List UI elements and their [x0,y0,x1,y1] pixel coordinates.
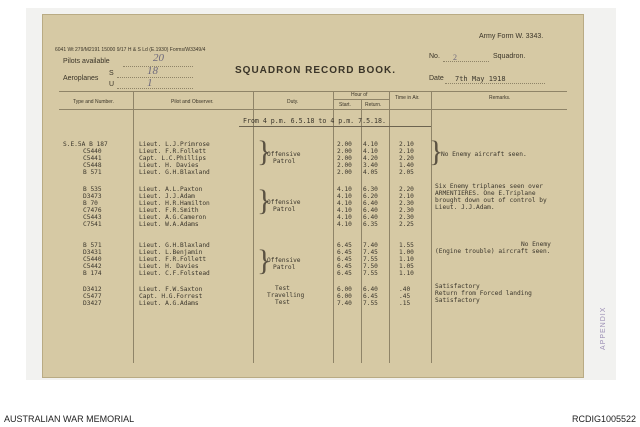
return-time-cell: 4.10 [363,141,378,148]
start-time-cell: 2.00 [337,141,352,148]
col-header-hour-of: Hour of [351,92,368,98]
time-in-air-cell: 2.30 [399,207,414,214]
period-underline [239,126,431,127]
return-time-cell: 6.40 [363,286,378,293]
aircraft-cell: D3427 [83,300,102,307]
aircraft-cell: B 70 [83,200,98,207]
start-time-cell: 4.10 [337,221,352,228]
time-in-air-cell: 1.10 [399,256,414,263]
return-time-cell: 7.50 [363,263,378,270]
col-rule-1 [133,91,134,363]
pilot-cell: Lieut. W.A.Adams [139,221,199,228]
pilot-cell: Capt. H.G.Forrest [139,293,203,300]
time-in-air-cell: 2.25 [399,221,414,228]
time-in-air-cell: 2.10 [399,193,414,200]
pilots-available-value: 20 [153,52,164,64]
aero-u-rule [117,88,193,89]
duty-brace-3: } [257,244,272,277]
aeroplanes-s-value: 18 [147,65,158,77]
duty-4-line2: Travelling [267,292,305,299]
return-time-cell: 6.40 [363,200,378,207]
duty-4-line3: Test [275,299,290,306]
col-header-start: Start. [339,102,351,108]
time-in-air-cell: .15 [399,300,411,307]
start-time-cell: 6.45 [337,256,352,263]
start-time-cell: 6.45 [337,249,352,256]
footer-institution: AUSTRALIAN WAR MEMORIAL [4,414,135,424]
remark-1: No Enemy aircraft seen. [441,151,527,158]
return-time-cell: 4.05 [363,169,378,176]
time-in-air-cell: 1.40 [399,162,414,169]
pilot-cell: Lieut. A.L.Paxton [139,186,203,193]
col-header-return: Return. [365,102,382,108]
start-time-cell: 2.00 [337,169,352,176]
aircraft-cell: C5440 [83,148,102,155]
aircraft-cell: D3412 [83,286,102,293]
col-rule-2 [253,91,254,363]
remark-2a: Six Enemy triplanes seen over [435,183,544,190]
start-time-cell: 4.10 [337,186,352,193]
date-label: Date [429,75,444,82]
remark-3b: (Engine trouble) aircraft seen. [435,248,551,255]
duty-2-line1: Offensive [267,199,301,206]
time-in-air-cell: 2.20 [399,155,414,162]
start-time-cell: 4.10 [337,193,352,200]
col-header-time-in-air: Time in Air. [395,95,420,101]
pilot-cell: Lieut. H. Davies [139,162,199,169]
col-header-type: Type and Number. [73,99,114,105]
return-time-cell: 6.35 [363,221,378,228]
pilots-rule [123,66,193,67]
return-time-cell: 7.40 [363,242,378,249]
pilot-cell: Lieut. L.Benjamin [139,249,203,256]
duty-1-line1: Offensive [267,151,301,158]
header-bottom-rule [59,109,567,110]
return-time-cell: 4.20 [363,155,378,162]
start-time-cell: 6.00 [337,293,352,300]
remark-3a: No Enemy [521,241,551,248]
col-header-pilot: Pilot and Observer. [171,99,214,105]
pilot-cell: Lieut. G.H.Blaxland [139,169,210,176]
return-time-cell: 6.40 [363,207,378,214]
duty-2-line2: Patrol [273,206,296,213]
start-time-cell: 2.00 [337,162,352,169]
remark-2c: brought down out of control by [435,197,547,204]
start-time-cell: 4.10 [337,214,352,221]
col-rule-6 [431,91,432,363]
aircraft-cell: B 535 [83,186,102,193]
aircraft-cell: C5448 [83,162,102,169]
pilot-cell: Lieut. F.R.Follett [139,256,207,263]
return-time-cell: 7.55 [363,256,378,263]
start-time-cell: 6.45 [337,270,352,277]
time-in-air-cell: 1.00 [399,249,414,256]
return-time-cell: 6.30 [363,186,378,193]
appendix-stamp: APPENDIX [600,306,607,350]
remark-4b: Return from Forced landing [435,290,532,297]
header-top-rule [59,91,567,92]
aircraft-cell: C7476 [83,207,102,214]
time-in-air-cell: .40 [399,286,411,293]
remark-2d: Lieut. J.J.Adam. [435,204,495,211]
return-time-cell: 6.40 [363,214,378,221]
return-time-cell: 7.45 [363,249,378,256]
return-time-cell: 7.55 [363,270,378,277]
remark-2b: ARMENTIERES. One E.Triplane [435,190,536,197]
return-time-cell: 6.20 [363,193,378,200]
date-value: 7th May 1918 [455,75,506,83]
time-in-air-cell: 1.55 [399,242,414,249]
duty-3-line2: Patrol [273,264,296,271]
aeroplanes-u-value: 1 [147,77,153,89]
pilot-cell: Lieut. H. Davies [139,263,199,270]
duty-brace-2: } [257,184,272,217]
aircraft-cell: C5441 [83,155,102,162]
number-rule [443,61,489,62]
period-header: From 4 p.m. 6.5.18 to 4 p.m. 7.5.18. [243,117,386,125]
footer-record-id: RCDIG1005522 [571,414,636,424]
time-in-air-cell: 2.30 [399,200,414,207]
time-in-air-cell: 2.10 [399,148,414,155]
return-time-cell: 6.45 [363,293,378,300]
aero-s-rule [117,77,193,78]
aeroplanes-label: Aeroplanes [63,75,99,82]
record-book-sheet [42,14,584,378]
start-time-cell: 2.00 [337,155,352,162]
duty-brace-1: } [257,135,272,168]
pilots-available-label: Pilots available [63,58,110,65]
pilot-cell: Lieut. G.H.Blaxland [139,242,210,249]
time-in-air-cell: 1.05 [399,263,414,270]
start-time-cell: 7.40 [337,300,352,307]
aircraft-cell: D3473 [83,193,102,200]
date-rule [445,83,545,84]
start-time-cell: 6.45 [337,263,352,270]
col-header-remarks: Remarks. [489,95,511,101]
aircraft-cell: C5442 [83,263,102,270]
aircraft-cell: B 571 [83,169,102,176]
aircraft-cell: S.E.5A B 187 [63,141,108,148]
duty-1-line2: Patrol [273,158,296,165]
remark-4a: Satisfactory [435,283,480,290]
start-time-cell: 4.10 [337,207,352,214]
col-rule-4 [361,99,362,363]
aircraft-cell: C5443 [83,214,102,221]
aircraft-cell: C5440 [83,256,102,263]
record-book-title: SQUADRON RECORD BOOK. [235,65,397,76]
col-rule-5 [389,91,390,363]
pilot-cell: Lieut. H.R.Hamilton [139,200,210,207]
remark-4c: Satisfactory [435,297,480,304]
aircraft-cell: D3431 [83,249,102,256]
duty-3-line1: Offensive [267,257,301,264]
pilot-cell: Lieut. L.J.Primrose [139,141,210,148]
pilot-cell: Lieut. F.W.Saxton [139,286,203,293]
pilot-cell: Lieut. A.G.Cameron [139,214,207,221]
time-in-air-cell: 1.10 [399,270,414,277]
squadron-label: Squadron. [493,53,526,60]
col-header-duty: Duty. [287,99,299,105]
aircraft-cell: B 174 [83,270,102,277]
aircraft-cell: C5477 [83,293,102,300]
aircraft-cell: B 571 [83,242,102,249]
start-time-cell: 6.45 [337,242,352,249]
aeroplanes-u-label: U [109,81,115,88]
start-time-cell: 4.10 [337,200,352,207]
time-in-air-cell: 2.20 [399,186,414,193]
time-in-air-cell: .45 [399,293,411,300]
time-in-air-cell: 2.05 [399,169,414,176]
time-in-air-cell: 2.10 [399,141,414,148]
start-time-cell: 6.00 [337,286,352,293]
aircraft-cell: C7541 [83,221,102,228]
time-in-air-cell: 2.30 [399,214,414,221]
pilot-cell: Lieut. C.F.Folstead [139,270,210,277]
pilot-cell: Lieut. J.J.Adam [139,193,195,200]
form-print-code: 6041 Wt 279/M2191 15000 9/17 H & S Ld (E.1930) Forms/W3349/4 [55,47,206,53]
aeroplanes-s-label: S [109,70,114,77]
duty-4-line1: Test [275,285,290,292]
squadron-number: 2 [453,53,457,62]
pilot-cell: Lieut. A.G.Adams [139,300,199,307]
return-time-cell: 7.55 [363,300,378,307]
pilot-cell: Capt. L.C.Phillips [139,155,207,162]
pilot-cell: Lieut. F.R.Follett [139,148,207,155]
army-form-number: Army Form W. 3343. [479,33,544,40]
return-time-cell: 4.10 [363,148,378,155]
return-time-cell: 3.40 [363,162,378,169]
pilot-cell: Lieut. F.R.Smith [139,207,199,214]
remarks-brace-1: } [429,135,444,168]
start-time-cell: 2.00 [337,148,352,155]
number-label: No. [429,53,440,60]
col-rule-3 [333,91,334,363]
